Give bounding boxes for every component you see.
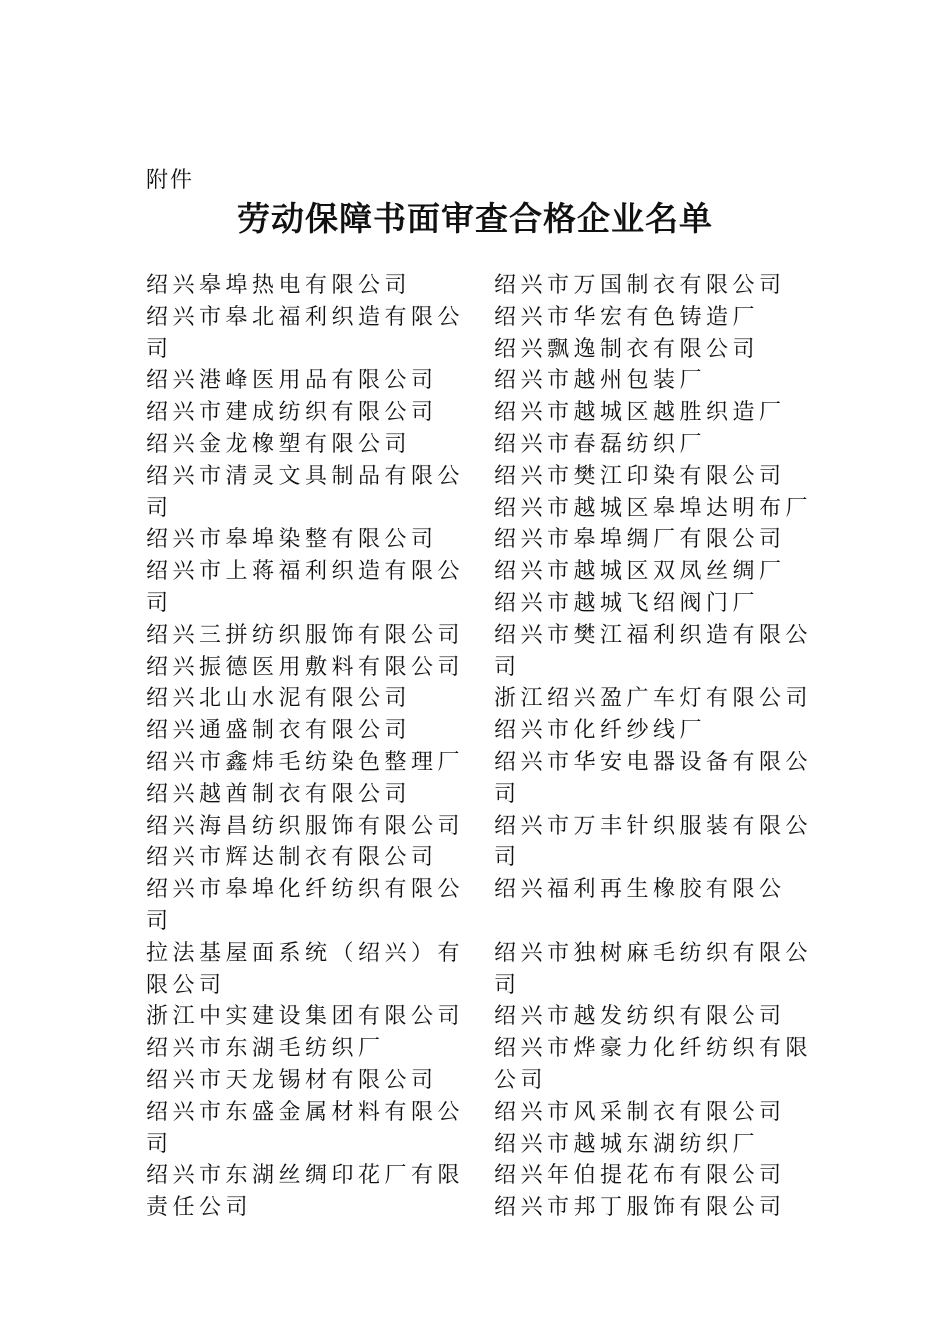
list-item: 绍兴港峰医用品有限公司 — [146, 368, 438, 394]
left-company-list — [146, 270, 466, 1224]
list-item: 绍兴市独树麻毛纺织有限公司 — [494, 940, 813, 998]
list-item: 绍兴皋埠热电有限公司 — [146, 273, 412, 298]
list-item: 绍兴市万丰针织服装有限公司 — [494, 813, 813, 871]
list-item: 绍兴市东盛金属材料有限公司 — [146, 1099, 465, 1157]
list-item: 绍兴市越城飞绍阀门厂 — [494, 590, 760, 616]
list-item: 绍兴市皋北福利织造有限公司 — [146, 304, 465, 362]
list-item: 绍兴市烨豪力化纤纺织有限公司 — [494, 1036, 813, 1093]
list-item: 绍兴市天龙锡材有限公司 — [146, 1067, 438, 1093]
list-item: 绍兴市辉达制衣有限公司 — [146, 845, 438, 871]
list-item: 绍兴市越城区双凤丝绸厂 — [494, 559, 786, 585]
list-item: 绍兴市皋埠染整有限公司 — [146, 527, 438, 553]
list-spacer — [494, 906, 814, 938]
document-title: 劳动保障书面审查合格企业名单 — [237, 199, 713, 238]
list-item: 绍兴市越城区越胜织造厂 — [494, 400, 786, 426]
list-item: 绍兴市邦丁服饰有限公司 — [494, 1195, 786, 1221]
list-item: 绍兴振德医用敷料有限公司 — [146, 654, 465, 680]
list-item: 绍兴金龙橡塑有限公司 — [146, 431, 412, 457]
list-item: 绍兴飘逸制衣有限公司 — [494, 336, 760, 362]
list-item: 绍兴市东湖丝绸印花厂有限责任公司 — [146, 1163, 465, 1221]
list-item: 绍兴市建成纺织有限公司 — [146, 400, 438, 426]
list-item: 绍兴市鑫炜毛纺染色整理厂 — [146, 749, 465, 775]
right-company-list — [494, 270, 814, 1224]
list-item: 绍兴市上蒋福利织造有限公司 — [146, 559, 465, 616]
list-item: 绍兴市万国制衣有限公司 — [494, 273, 786, 298]
list-item: 绍兴市华宏有色铸造厂 — [494, 304, 760, 330]
list-item: 绍兴市皋埠绸厂有限公司 — [494, 527, 786, 553]
list-item: 浙江绍兴盈广车灯有限公司 — [494, 686, 813, 712]
list-item: 绍兴市化纤纱线厂 — [494, 718, 707, 744]
list-item: 绍兴市越城区皋埠达明布厂 — [494, 495, 813, 521]
list-item: 绍兴三拼纺织服饰有限公司 — [146, 622, 465, 648]
list-item: 绍兴市东湖毛纺织厂 — [146, 1036, 385, 1062]
list-item: 绍兴市越城东湖纺织厂 — [494, 1131, 760, 1157]
list-item: 绍兴年伯提花布有限公司 — [494, 1163, 786, 1189]
list-item: 绍兴北山水泥有限公司 — [146, 686, 412, 712]
list-item: 绍兴海昌纺织服饰有限公司 — [146, 813, 465, 839]
list-item: 绍兴市皋埠化纤纺织有限公司 — [146, 877, 465, 934]
list-item: 绍兴市越州包装厂 — [494, 368, 707, 394]
attachment-label: 附件 — [146, 168, 195, 193]
list-item: 浙江中实建设集团有限公司 — [146, 1004, 465, 1030]
list-item: 绍兴市华安电器设备有限公司 — [494, 749, 813, 807]
list-item: 绍兴越酋制衣有限公司 — [146, 781, 412, 807]
list-item: 绍兴市清灵文具制品有限公司 — [146, 463, 465, 521]
list-item: 绍兴市春磊纺织厂 — [494, 431, 707, 457]
list-item: 绍兴市樊江印染有限公司 — [494, 463, 786, 489]
list-item: 绍兴福利再生橡胶有限公 — [494, 877, 786, 903]
list-item: 绍兴通盛制衣有限公司 — [146, 718, 412, 744]
list-item: 拉法基屋面系统（绍兴）有限公司 — [146, 940, 465, 998]
list-item: 绍兴市樊江福利织造有限公司 — [494, 622, 813, 680]
list-item: 绍兴市越发纺织有限公司 — [494, 1004, 786, 1030]
list-item: 绍兴市风采制衣有限公司 — [494, 1099, 786, 1125]
